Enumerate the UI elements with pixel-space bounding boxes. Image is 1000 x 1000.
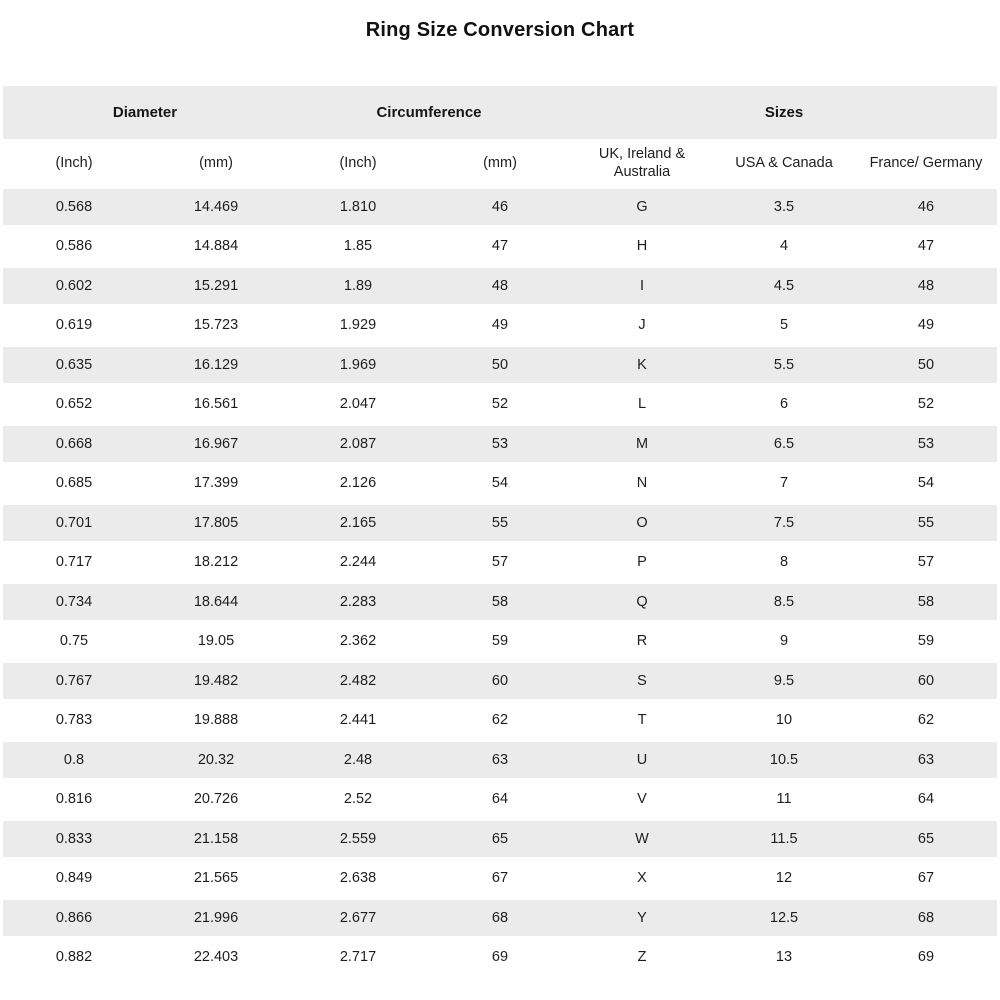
table-cell: 0.767 [3,661,145,701]
table-cell: L [571,385,713,425]
table-row [3,898,997,938]
table-cell: T [571,701,713,741]
table-cell: Y [571,898,713,938]
column-header-row [3,139,997,187]
table-cell: 0.783 [3,701,145,741]
table-cell: 20.32 [145,740,287,780]
table-cell: 57 [855,543,997,583]
table-cell: 67 [429,859,571,899]
table-cell: 57 [429,543,571,583]
page-title: Ring Size Conversion Chart [365,19,635,41]
table-body [3,187,997,977]
table-cell: 60 [855,661,997,701]
table-cell: 46 [429,187,571,227]
table-cell: 50 [429,345,571,385]
table-cell: 19.482 [145,661,287,701]
group-header-diameter: Diameter [3,86,287,139]
table-cell: 69 [429,938,571,978]
table-cell: K [571,345,713,385]
table-cell: 9.5 [713,661,855,701]
table-cell: 8 [713,543,855,583]
table-cell: 1.85 [287,227,429,267]
table-cell: 0.602 [3,266,145,306]
table-cell: 0.734 [3,582,145,622]
table-cell: 68 [855,898,997,938]
table-cell: Q [571,582,713,622]
table-cell: 58 [855,582,997,622]
table-cell: 48 [855,266,997,306]
table-cell: 62 [855,701,997,741]
table-cell: 55 [855,503,997,543]
table-row [3,187,997,227]
table-cell: 46 [855,187,997,227]
table-row [3,385,997,425]
table-cell: 2.087 [287,424,429,464]
table-cell: 12 [713,859,855,899]
table-cell: J [571,306,713,346]
table-cell: H [571,227,713,267]
table-cell: 0.568 [3,187,145,227]
table-cell: 54 [429,464,571,504]
table-cell: 2.638 [287,859,429,899]
table-cell: 10 [713,701,855,741]
table-row [3,424,997,464]
table-cell: 2.559 [287,819,429,859]
table-cell: 52 [429,385,571,425]
table-cell: 1.89 [287,266,429,306]
table-cell: 20.726 [145,780,287,820]
table-cell: 63 [429,740,571,780]
table-cell: 68 [429,898,571,938]
table-cell: 0.833 [3,819,145,859]
table-row [3,503,997,543]
table-cell: 8.5 [713,582,855,622]
table-row [3,819,997,859]
table-cell: 18.644 [145,582,287,622]
table-cell: 67 [855,859,997,899]
table-cell: 19.888 [145,701,287,741]
table-cell: 64 [855,780,997,820]
table-row [3,582,997,622]
table-cell: 14.884 [145,227,287,267]
table-row [3,306,997,346]
table-cell: 5 [713,306,855,346]
table-cell: 59 [429,622,571,662]
table-cell: 49 [855,306,997,346]
table-cell: I [571,266,713,306]
group-header-row [3,86,997,139]
table-cell: 58 [429,582,571,622]
table-row [3,227,997,267]
table-cell: 17.399 [145,464,287,504]
group-header-sizes: Sizes [571,86,997,139]
column-header-circumference-inch: (Inch) [287,139,429,187]
table-cell: 13 [713,938,855,978]
table-cell: 0.685 [3,464,145,504]
table-cell: G [571,187,713,227]
table-cell: 17.805 [145,503,287,543]
table-cell: 0.866 [3,898,145,938]
table-cell: Z [571,938,713,978]
table-cell: 9 [713,622,855,662]
table-cell: W [571,819,713,859]
table-row [3,701,997,741]
table-row [3,740,997,780]
table-cell: P [571,543,713,583]
table-cell: 2.165 [287,503,429,543]
table-cell: 59 [855,622,997,662]
table-cell: O [571,503,713,543]
table-cell: 2.677 [287,898,429,938]
table-row [3,938,997,978]
table-cell: 2.717 [287,938,429,978]
table-cell: 65 [429,819,571,859]
table-cell: 0.652 [3,385,145,425]
table-cell: N [571,464,713,504]
table-cell: 6 [713,385,855,425]
table-cell: 16.967 [145,424,287,464]
table-cell: S [571,661,713,701]
table-cell: 54 [855,464,997,504]
table-cell: 50 [855,345,997,385]
table-header [3,86,997,187]
table-cell: 0.619 [3,306,145,346]
table-cell: 62 [429,701,571,741]
table-cell: 0.635 [3,345,145,385]
table-cell: 53 [429,424,571,464]
table-cell: 0.8 [3,740,145,780]
table-cell: 22.403 [145,938,287,978]
table-cell: 19.05 [145,622,287,662]
table-cell: 2.362 [287,622,429,662]
table-cell: 5.5 [713,345,855,385]
table-cell: 0.849 [3,859,145,899]
column-header-diameter-mm: (mm) [145,139,287,187]
table-cell: 0.586 [3,227,145,267]
table-cell: 2.482 [287,661,429,701]
table-cell: 47 [429,227,571,267]
ring-size-table [3,86,997,977]
table-cell: 21.565 [145,859,287,899]
table-cell: 49 [429,306,571,346]
table-cell: V [571,780,713,820]
table-row [3,780,997,820]
table-cell: 2.244 [287,543,429,583]
table-cell: 16.561 [145,385,287,425]
column-header-france-germany: France/ Germany [855,139,997,187]
table-cell: 2.48 [287,740,429,780]
column-header-diameter-inch: (Inch) [3,139,145,187]
table-cell: 18.212 [145,543,287,583]
table-cell: R [571,622,713,662]
table-cell: 21.158 [145,819,287,859]
table-cell: X [571,859,713,899]
table-cell: 2.126 [287,464,429,504]
table-row [3,543,997,583]
table-cell: 0.668 [3,424,145,464]
table-cell: 2.047 [287,385,429,425]
table-row [3,859,997,899]
table-row [3,464,997,504]
table-cell: 10.5 [713,740,855,780]
table-cell: 0.816 [3,780,145,820]
table-cell: 6.5 [713,424,855,464]
table-cell: 14.469 [145,187,287,227]
table-cell: 2.52 [287,780,429,820]
table-row [3,345,997,385]
column-header-usa-canada: USA & Canada [713,139,855,187]
table-cell: 0.882 [3,938,145,978]
column-header-uk-ireland-australia: UK, Ireland & Australia [571,139,713,187]
table-cell: U [571,740,713,780]
table-row [3,622,997,662]
table-cell: 15.723 [145,306,287,346]
table-cell: 0.701 [3,503,145,543]
table-cell: 48 [429,266,571,306]
table-cell: 11.5 [713,819,855,859]
table-cell: 69 [855,938,997,978]
table-cell: 4.5 [713,266,855,306]
table-cell: 7 [713,464,855,504]
table-cell: 11 [713,780,855,820]
table-cell: 2.441 [287,701,429,741]
table-cell: 60 [429,661,571,701]
table-cell: 0.75 [3,622,145,662]
table-cell: 65 [855,819,997,859]
table-cell: 53 [855,424,997,464]
table-cell: 16.129 [145,345,287,385]
table-row [3,266,997,306]
table-cell: 3.5 [713,187,855,227]
table-cell: 1.929 [287,306,429,346]
table-cell: 64 [429,780,571,820]
table-cell: 7.5 [713,503,855,543]
table-cell: 12.5 [713,898,855,938]
table-cell: 0.717 [3,543,145,583]
table-cell: 55 [429,503,571,543]
table-cell: 47 [855,227,997,267]
table-cell: 15.291 [145,266,287,306]
table-cell: 63 [855,740,997,780]
table-cell: 2.283 [287,582,429,622]
table-cell: 1.969 [287,345,429,385]
table-cell: 4 [713,227,855,267]
table-row [3,661,997,701]
table-cell: 21.996 [145,898,287,938]
table-cell: 1.810 [287,187,429,227]
table-cell: 52 [855,385,997,425]
table-cell: M [571,424,713,464]
group-header-circumference: Circumference [287,86,571,139]
column-header-circumference-mm: (mm) [429,139,571,187]
